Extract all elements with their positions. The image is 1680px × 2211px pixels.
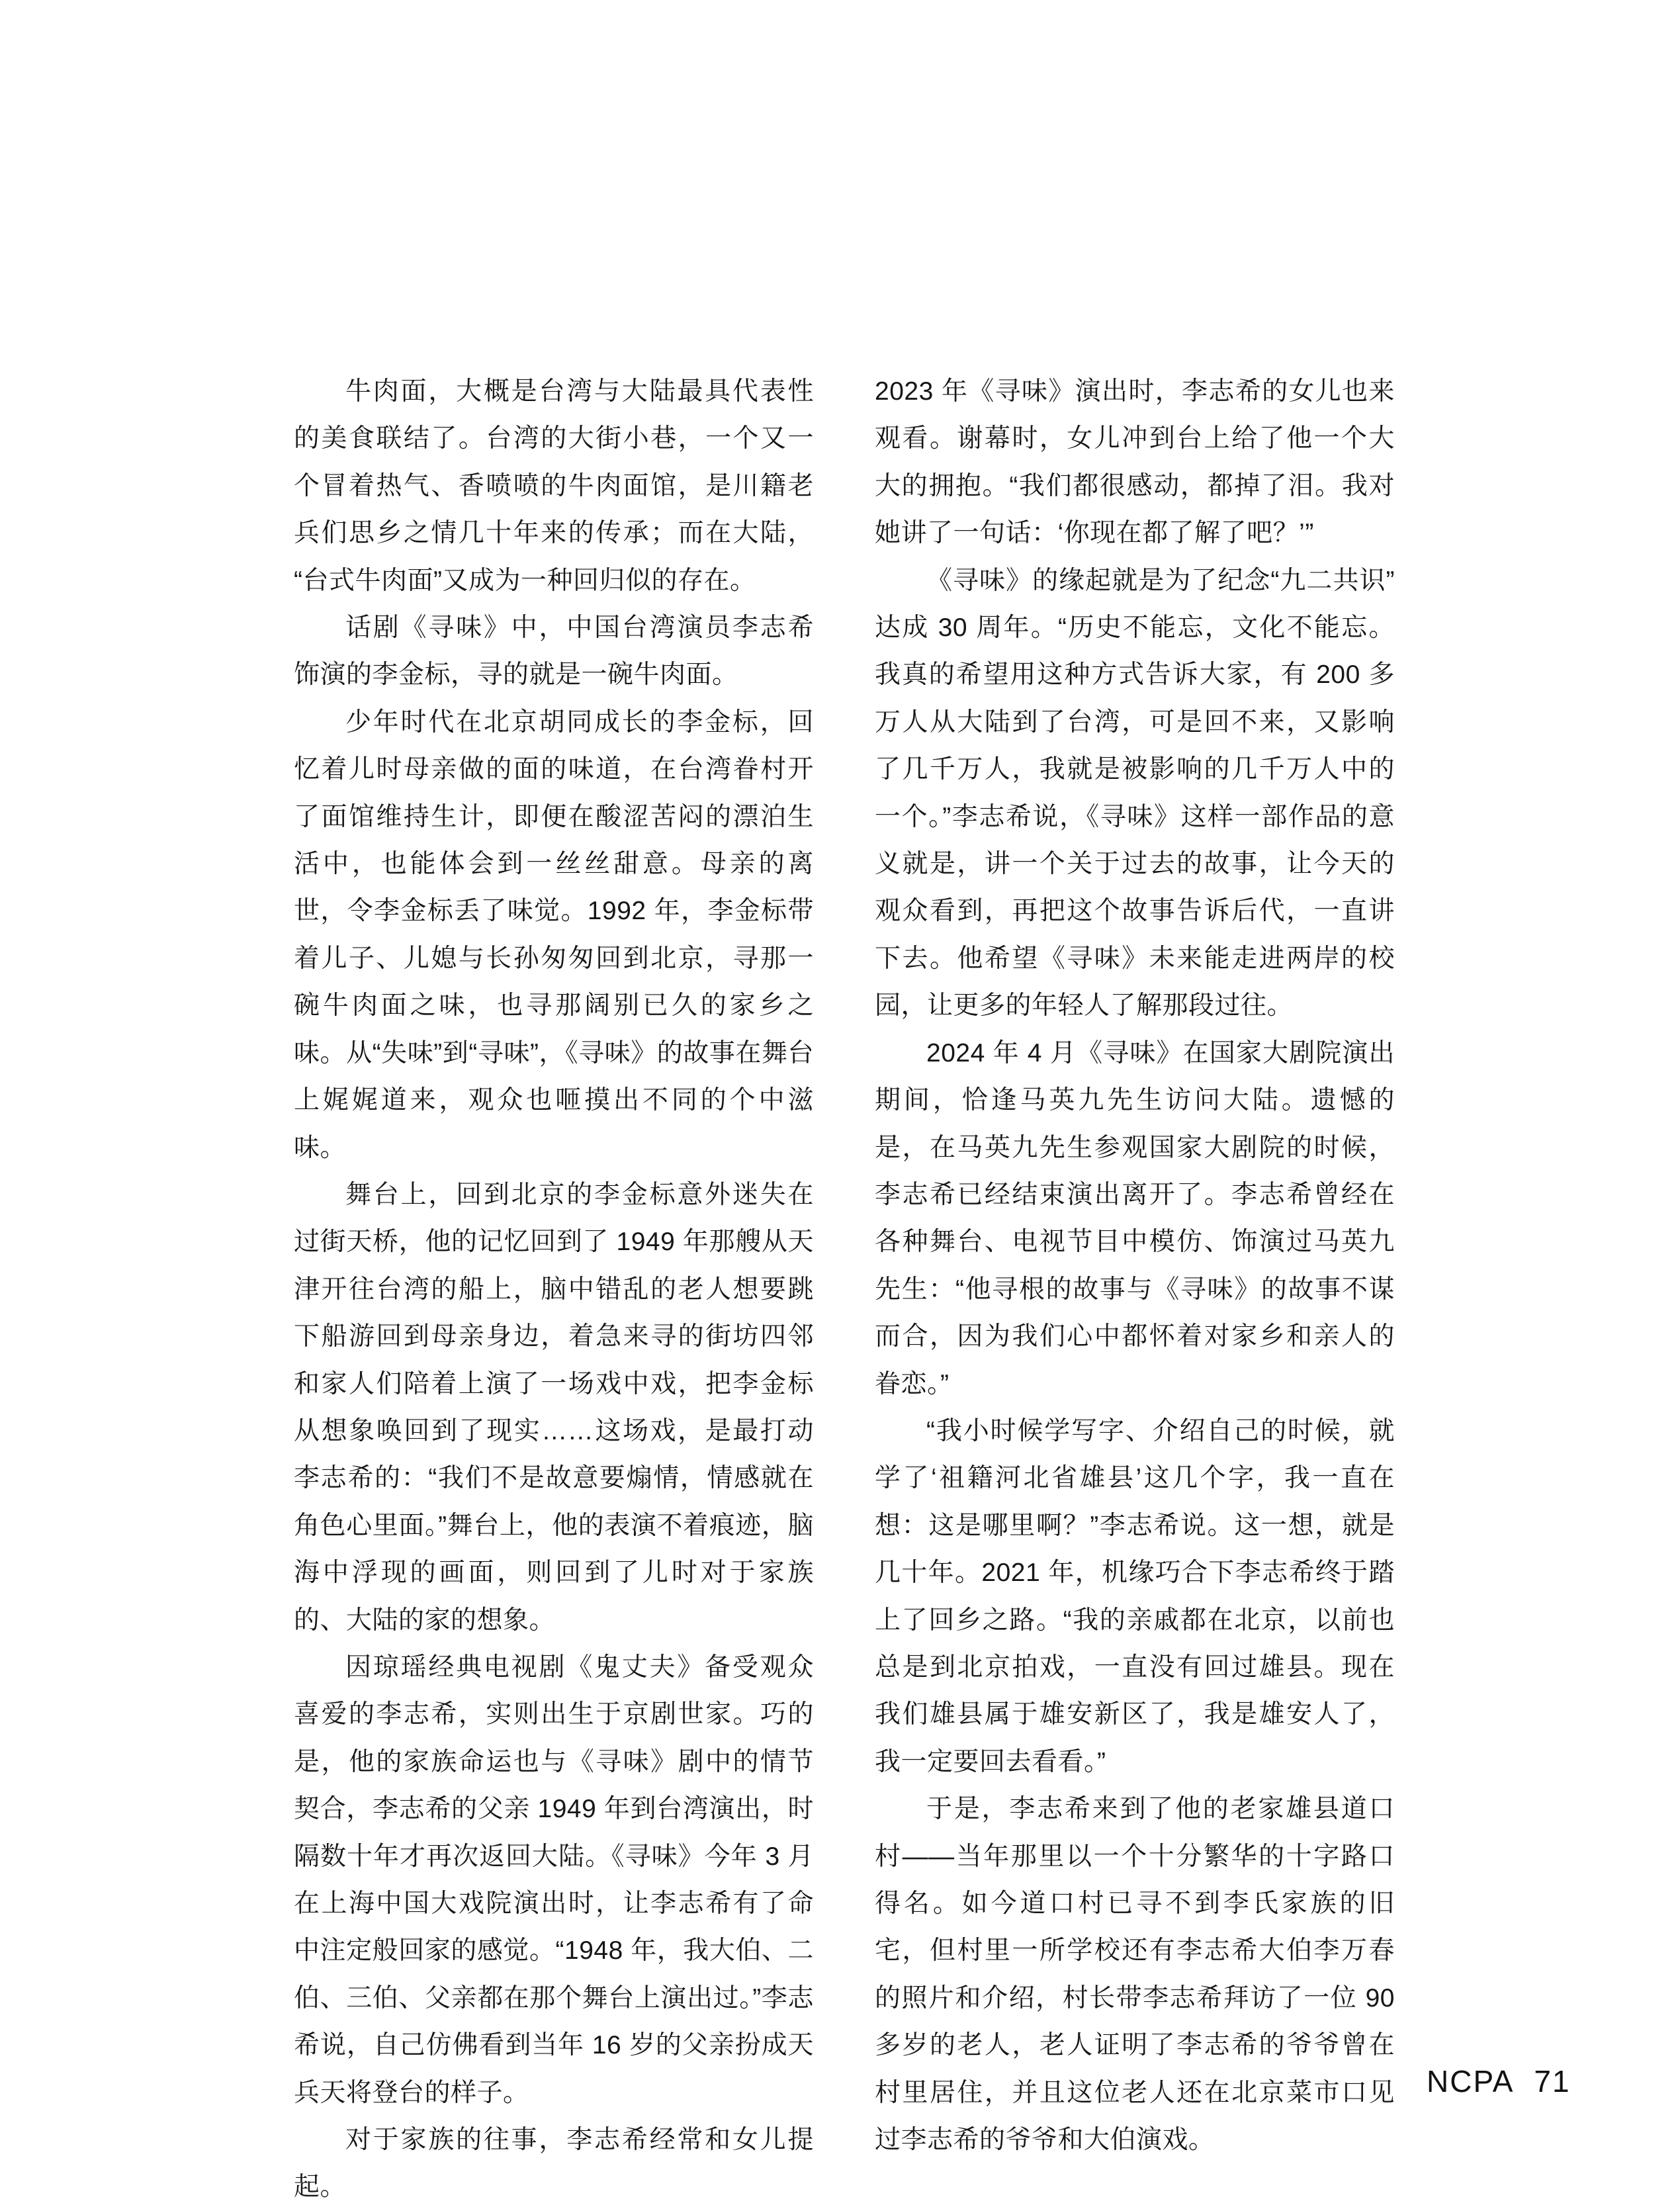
paragraph-continuation: 2023 年《寻味》演出时，李志希的女儿也来观看。谢幕时，女儿冲到台上给了他一个大大的拥抱。“我们都很感动，都掉了泪。我对她讲了一句话：‘你现在都了解了吧？’” [875,377,1395,548]
paragraph: 《寻味》的缘起就是为了纪念“九二共识”达成 30 周年。“历史不能忘，文化不能忘。我真的希望用这种方式告诉大家，有 200 多万人从大陆到了台湾，可是回不来，又影响了几千万人，我就是被影响的几千万人中的一个。”李志希说，《寻味》这样一部作品的意义就是，讲一个关于过去的故事，让今天的观众看到，再把这个故事告诉后代，一直讲下去。他希望《寻味》未来能走进两岸的校园，让更多的年轻人了解那段过往。 [875,566,1395,1020]
paragraph: 对于家族的往事，李志希经常和女儿提起。 [294,2126,814,2202]
paragraph: 于是，李志希来到了他的老家雄县道口村——当年那里以一个十分繁华的十字路口得名。如今道口村已寻不到李氏家族的旧宅，但村里一所学校还有李志希大伯李万春的照片和介绍，村长带李志希拜访了一位 90 多岁的老人，老人证明了李志希的爷爷曾在村里居住，并且这位老人还在北京菜市口见过李志希的爷爷和大伯演戏。 [875,1795,1395,2155]
article-column-left [294,368,814,2211]
paragraph: 2024 年 4 月《寻味》在国家大剧院演出期间，恰逢马英九先生访问大陆。遗憾的是，在马英九先生参观国家大剧院的时候，李志希已经结束演出离开了。李志希曾经在各种舞台、电视节目中模仿、饰演过马英九先生：“他寻根的故事与《寻味》的故事不谋而合，因为我们心中都怀着对家乡和亲人的眷恋。” [875,1038,1395,1398]
journal-label: NCPA [1427,2064,1515,2098]
paragraph: “我小时候学写字、介绍自己的时候，就学了‘祖籍河北省雄县’这几个字，我一直在想：这是哪里啊？”李志希说。这一想，就是几十年。2021 年，机缘巧合下李志希终于踏上了回乡之路。“我的亲戚都在北京，以前也总是到北京拍戏，一直没有回过雄县。现在我们雄县属于雄安新区了，我是雄安人了，我一定要回去看看。” [875,1416,1395,1776]
article-column-right [875,368,1395,2211]
paragraph: 牛肉面，大概是台湾与大陆最具代表性的美食联结了。台湾的大街小巷，一个又一个冒着热气、香喷喷的牛肉面馆，是川籍老兵们思乡之情几十年来的传承；而在大陆，“台式牛肉面”又成为一种回归似的存在。 [294,377,814,595]
paragraph: 因琼瑶经典电视剧《鬼丈夫》备受观众喜爱的李志希，实则出生于京剧世家。巧的是，他的家族命运也与《寻味》剧中的情节契合，李志希的父亲 1949 年到台湾演出，时隔数十年才再次返回大陆。《寻味》今年 3 月在上海中国大戏院演出时，让李志希有了命中注定般回家的感觉。“1948 年，我大伯、二伯、三伯、父亲都在那个舞台上演出过。”李志希说，自己仿佛看到当年 16 岁的父亲扮成天兵天将登台的样子。 [294,1652,814,2107]
page-number: 71 [1534,2064,1571,2098]
paragraph: 少年时代在北京胡同成长的李金标，回忆着儿时母亲做的面的味道，在台湾眷村开了面馆维持生计，即便在酸涩苦闷的漂泊生活中，也能体会到一丝丝甜意。母亲的离世，令李金标丢了味觉。1992 年，李金标带着儿子、儿媳与长孙匆匆回到北京，寻那一碗牛肉面之味，也寻那阔别已久的家乡之味。从“失味”到“寻味”，《寻味》的故事在舞台上娓娓道来，观众也咂摸出不同的个中滋味。 [294,707,814,1162]
paragraph: 舞台上，回到北京的李金标意外迷失在过街天桥，他的记忆回到了 1949 年那艘从天津开往台湾的船上，脑中错乱的老人想要跳下船游回到母亲身边，着急来寻的街坊四邻和家人们陪着上演了一场戏中戏，把李金标从想象唤回到了现实……这场戏，是最打动李志希的：“我们不是故意要煽情，情感就在角色心里面。”舞台上，他的表演不着痕迹，脑海中浮现的画面，则回到了儿时对于家族的、大陆的家的想象。 [294,1180,814,1635]
paragraph: 话剧《寻味》中，中国台湾演员李志希饰演的李金标，寻的就是一碗牛肉面。 [294,613,814,690]
page-footer [1427,2063,1571,2099]
article-body [294,368,1395,2211]
